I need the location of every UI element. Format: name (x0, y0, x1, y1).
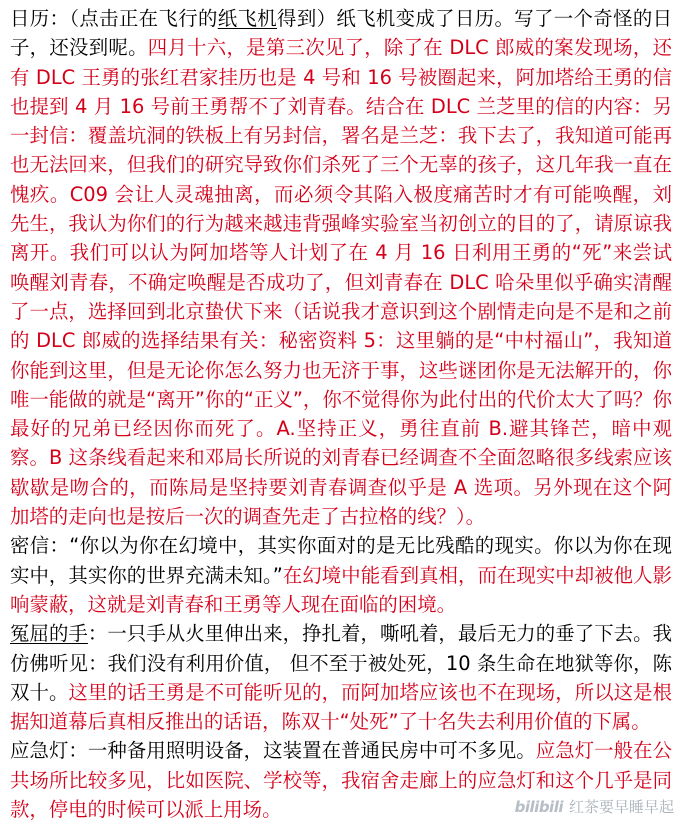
secret-letter-text: 密信：“你以为你在幻境中，其实你面对的是无比残酷的现实。你以为你在现实中，其实你的世界充满未知。” (10, 534, 672, 587)
entry-secret-letter (10, 531, 672, 619)
wronged-hand-description: ：一只手从火里伸出来，挣扎着，嘶吼着，最后无力的垂了下去。我仿佛听见：我们没有利用价值， 但不至于被处死，10 条生命在地狱等你，陈双十。 (10, 622, 673, 704)
secret-letter-commentary: 在幻境中能看到真相，而在现实中却被他人影响蒙蔽，这就是刘青春和王勇等人现在面临的困境。 (10, 563, 672, 616)
entry-calendar (10, 4, 672, 531)
entry-wronged-hand (10, 619, 672, 736)
document-body (10, 4, 672, 824)
calendar-description: 得到）纸飞机变成了日历。写了一个奇怪的日子，还没到呢。 (10, 7, 673, 60)
paper-plane-link: 纸飞机 (217, 7, 278, 30)
bilibili-watermark (515, 796, 674, 817)
calendar-commentary: 四月十六，是第三次见了，除了在 DLC 郎威的案发现场，还有 DLC 王勇的张红君家挂历也是 4 号和 16 号被圈起来，阿加塔给王勇的信也提到 4 月 16 号前王勇帮不了刘青春。结合在 DLC 兰芝里的信的内容：另一封信：覆盖坑洞的铁板上有另封信，署名是兰芝：我下去了，我知道可能再也无法回来，但我们的研究导致你们杀死了三个无辜的孩子，这几年我一直在愧疚。C09 会让人灵魂抽离，而必须令其陷入极度痛苦时才有可能唤醒，刘先生，我认为你们的行为越来越违背强峰实验室当初创立的目的了，请原谅我离开。我们可以认为阿加塔等人计划了在 4 月 16 日利用王勇的“死”来尝试唤醒刘青春，不确定唤醒是否成功了，但刘青春在 DLC 哈朵里似乎确实清醒了一点，选择回到北京蛰伏下来（话说我才意识到这个剧情走向是不是和之前的 DLC 郎威的选择结果有关：秘密资料 5：这里躺的是“中村福山”，我知道你能到这里，但是无论你怎么努力也无济于事，这些谜团你是无法解开的，你唯一能做的就是“离开”你的“正义”，你不觉得你为此付出的代价太大了吗？你最好的兄弟已经因你而死了。A.坚持正义，勇往直前 B.避其锋芒，暗中观察。B 这条线看起来和邓局长所说的刘青春已经调查不全面忽略很多线索应该歇歇是吻合的，而陈局是坚持要刘青春调查似乎是 A 选项。另外现在这个阿加塔的走向也是按后一次的调查先走了古拉格的线？）。 (10, 36, 672, 529)
wronged-hand-commentary: 这里的话王勇是不可能听见的，而阿加塔应该也不在现场，所以这是根据知道幕后真相反推出的话语，陈双十“处死”了十名失去利用价值的下属。 (10, 680, 673, 734)
calendar-term-prefix: 日历：（点击正在飞行的 (10, 7, 218, 30)
watermark-author: 红茶要早睡早起 (568, 798, 674, 816)
bilibili-logo-icon: bilibili (514, 797, 563, 816)
wronged-hand-term: 冤屈的手 (10, 622, 88, 646)
emergency-light-commentary: 应急灯一般在公共场所比较多见，比如医院、学校等，我宿舍走廊上的应急灯和这个几乎是同款，停电的时候可以派上用场。 (10, 739, 673, 822)
emergency-light-text: 应急灯：一种备用照明设备，这装置在普通民房中可不多见。 (10, 739, 536, 763)
